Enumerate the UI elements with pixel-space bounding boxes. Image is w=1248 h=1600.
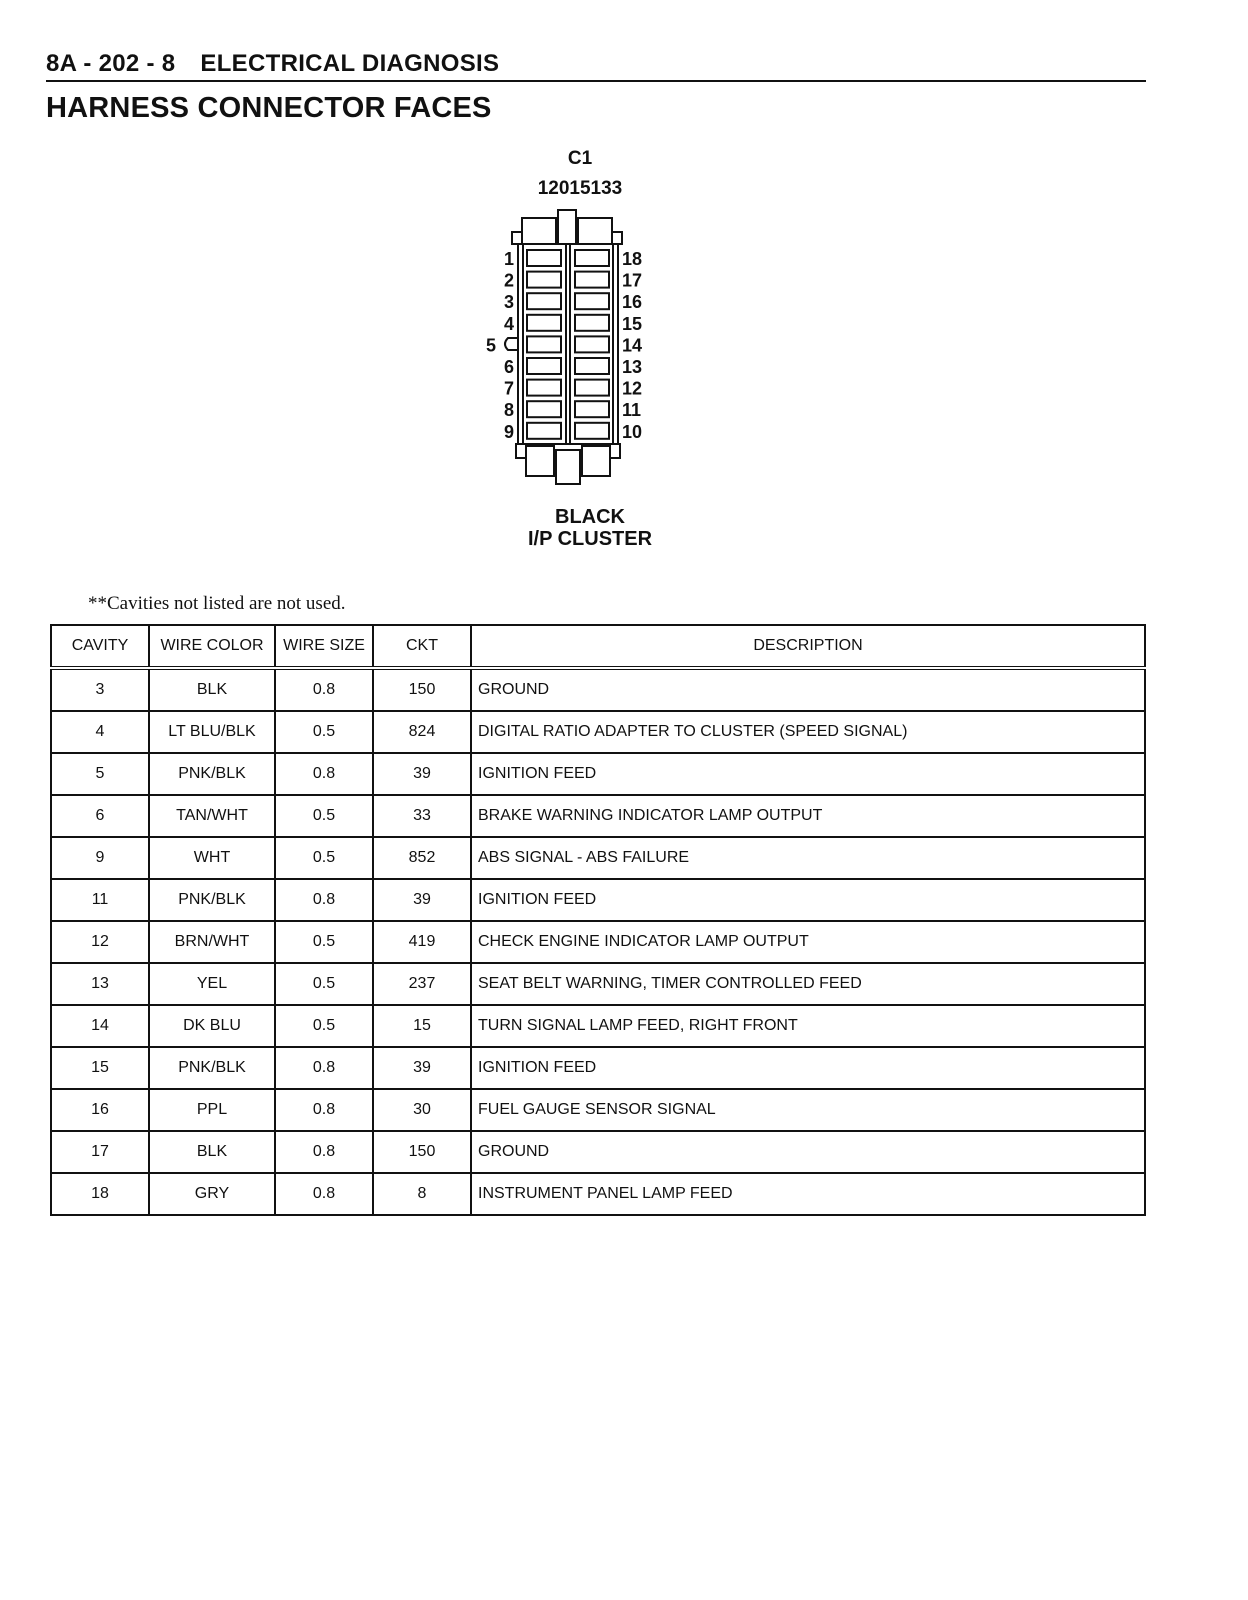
connector-location: I/P CLUSTER xyxy=(527,528,653,550)
cell-ckt: 237 xyxy=(373,963,471,1005)
pin-label: 14 xyxy=(622,335,643,356)
cell-description: GROUND xyxy=(471,1131,1145,1173)
cell-wire-size: 0.5 xyxy=(275,963,373,1005)
cell-wire-color: PNK/BLK xyxy=(149,879,275,921)
connector-color: BLACK xyxy=(555,506,625,528)
pin-label: 8 xyxy=(503,400,514,421)
cell-wire-size: 0.8 xyxy=(275,1173,373,1215)
top-latch-center xyxy=(558,210,576,244)
pin-label: 10 xyxy=(622,421,643,442)
bottom-latch-right xyxy=(582,446,610,476)
cell-cavity: 3 xyxy=(51,668,149,711)
cell-wire-size: 0.5 xyxy=(275,1005,373,1047)
cavity-cell xyxy=(575,272,609,288)
pin-label: 12 xyxy=(622,378,643,399)
pin-label: 5 xyxy=(485,335,496,356)
cell-ckt: 824 xyxy=(373,711,471,753)
page-title: HARNESS CONNECTOR FACES xyxy=(46,92,492,124)
cell-wire-size: 0.8 xyxy=(275,1131,373,1173)
cavity-cell xyxy=(575,336,609,352)
table-row xyxy=(51,921,1145,963)
pin-label: 1 xyxy=(503,249,514,269)
cell-description: TURN SIGNAL LAMP FEED, RIGHT FRONT xyxy=(471,1005,1145,1047)
page-number: 8A - 202 - 8 xyxy=(46,50,176,77)
pin-label: 2 xyxy=(503,270,514,291)
table-row xyxy=(51,1047,1145,1089)
cell-cavity: 14 xyxy=(51,1005,149,1047)
cavity-cell xyxy=(527,358,561,374)
cell-wire-size: 0.8 xyxy=(275,668,373,711)
cell-cavity: 4 xyxy=(51,711,149,753)
pin-label: 3 xyxy=(503,292,514,313)
cavity-cell xyxy=(527,336,561,352)
cavity-cell xyxy=(575,315,609,331)
cell-ckt: 8 xyxy=(373,1173,471,1215)
cell-wire-size: 0.8 xyxy=(275,753,373,795)
cell-wire-color: BLK xyxy=(149,1131,275,1173)
cell-wire-color: YEL xyxy=(149,963,275,1005)
connector-part-number: 12015133 xyxy=(537,178,623,199)
cavity-cell xyxy=(575,423,609,439)
cavity-cell xyxy=(575,380,609,396)
pin-label: 7 xyxy=(503,378,514,399)
table-row xyxy=(51,1089,1145,1131)
cavity-cell xyxy=(527,423,561,439)
cavity-cell xyxy=(527,401,561,417)
cell-ckt: 39 xyxy=(373,753,471,795)
cavity-cell xyxy=(527,250,561,266)
table-row xyxy=(51,1131,1145,1173)
cavity-cell xyxy=(575,401,609,417)
cell-cavity: 6 xyxy=(51,795,149,837)
table-row xyxy=(51,668,1145,711)
cell-wire-size: 0.8 xyxy=(275,1047,373,1089)
header-ckt: CKT xyxy=(373,625,471,668)
table-row xyxy=(51,1173,1145,1215)
cell-cavity: 11 xyxy=(51,879,149,921)
bottom-tab-left xyxy=(516,444,526,458)
cell-description: IGNITION FEED xyxy=(471,879,1145,921)
bottom-tab-right xyxy=(610,444,620,458)
cavity-cell xyxy=(575,358,609,374)
header-wire-size: WIRE SIZE xyxy=(275,625,373,668)
cell-description: IGNITION FEED xyxy=(471,1047,1145,1089)
table-row xyxy=(51,1005,1145,1047)
page-header xyxy=(46,50,1146,82)
cell-ckt: 33 xyxy=(373,795,471,837)
cell-description: DIGITAL RATIO ADAPTER TO CLUSTER (SPEED SIGNAL) xyxy=(471,711,1145,753)
cell-ckt: 852 xyxy=(373,837,471,879)
cell-description: GROUND xyxy=(471,668,1145,711)
cell-description: IGNITION FEED xyxy=(471,753,1145,795)
connector-name: C1 xyxy=(567,148,593,169)
cavity-cell xyxy=(527,293,561,309)
cell-ckt: 419 xyxy=(373,921,471,963)
cell-wire-size: 0.5 xyxy=(275,837,373,879)
cavity-cell xyxy=(527,315,561,331)
unused-cavities-note: **Cavities not listed are not used. xyxy=(88,593,346,614)
cell-description: INSTRUMENT PANEL LAMP FEED xyxy=(471,1173,1145,1215)
cell-cavity: 9 xyxy=(51,837,149,879)
pin-label: 4 xyxy=(503,313,514,334)
pin-label: 6 xyxy=(503,357,514,377)
cell-ckt: 39 xyxy=(373,1047,471,1089)
pin-label: 17 xyxy=(622,270,643,291)
cell-ckt: 150 xyxy=(373,1131,471,1173)
pin-label: 13 xyxy=(622,357,643,377)
top-tab-right xyxy=(612,232,622,244)
header-cavity: CAVITY xyxy=(51,625,149,668)
cell-description: ABS SIGNAL - ABS FAILURE xyxy=(471,837,1145,879)
key-notch xyxy=(505,338,518,350)
cell-ckt: 39 xyxy=(373,879,471,921)
table-row xyxy=(51,711,1145,753)
cell-description: FUEL GAUGE SENSOR SIGNAL xyxy=(471,1089,1145,1131)
cell-wire-size: 0.5 xyxy=(275,795,373,837)
cavity-cell xyxy=(575,293,609,309)
header-wire-color: WIRE COLOR xyxy=(149,625,275,668)
pin-label: 16 xyxy=(622,292,643,313)
pin-label: 18 xyxy=(622,249,643,269)
cell-ckt: 30 xyxy=(373,1089,471,1131)
cell-wire-size: 0.8 xyxy=(275,879,373,921)
cell-wire-size: 0.8 xyxy=(275,1089,373,1131)
cell-cavity: 15 xyxy=(51,1047,149,1089)
top-latch-left xyxy=(522,218,556,244)
top-tab-left xyxy=(512,232,522,244)
pin-label: 9 xyxy=(503,421,514,442)
bottom-latch-left xyxy=(526,446,554,476)
table-row xyxy=(51,753,1145,795)
header-description: DESCRIPTION xyxy=(471,625,1145,668)
connector-face-diagram xyxy=(485,210,670,490)
cell-description: SEAT BELT WARNING, TIMER CONTROLLED FEED xyxy=(471,963,1145,1005)
cell-wire-color: LT BLU/BLK xyxy=(149,711,275,753)
top-latch-right xyxy=(578,218,612,244)
cell-wire-color: PNK/BLK xyxy=(149,1047,275,1089)
cell-cavity: 17 xyxy=(51,1131,149,1173)
pin-label: 11 xyxy=(622,400,642,421)
cell-ckt: 15 xyxy=(373,1005,471,1047)
cell-wire-color: TAN/WHT xyxy=(149,795,275,837)
cell-wire-size: 0.5 xyxy=(275,711,373,753)
cavity-cell xyxy=(527,272,561,288)
connector-body xyxy=(518,244,618,444)
cell-cavity: 13 xyxy=(51,963,149,1005)
pin-label: 15 xyxy=(622,313,643,334)
cell-description: CHECK ENGINE INDICATOR LAMP OUTPUT xyxy=(471,921,1145,963)
cavity-cell xyxy=(575,250,609,266)
table-row xyxy=(51,795,1145,837)
bottom-latch-center xyxy=(556,450,580,484)
cell-cavity: 5 xyxy=(51,753,149,795)
cell-cavity: 18 xyxy=(51,1173,149,1215)
cell-description: BRAKE WARNING INDICATOR LAMP OUTPUT xyxy=(471,795,1145,837)
cell-wire-color: BLK xyxy=(149,668,275,711)
cell-cavity: 16 xyxy=(51,1089,149,1131)
cell-ckt: 150 xyxy=(373,668,471,711)
table-row xyxy=(51,837,1145,879)
cell-wire-color: GRY xyxy=(149,1173,275,1215)
cell-wire-color: PNK/BLK xyxy=(149,753,275,795)
section-name: ELECTRICAL DIAGNOSIS xyxy=(200,50,500,77)
cell-wire-color: BRN/WHT xyxy=(149,921,275,963)
cell-wire-color: WHT xyxy=(149,837,275,879)
cell-wire-color: DK BLU xyxy=(149,1005,275,1047)
cell-wire-size: 0.5 xyxy=(275,921,373,963)
cavity-table xyxy=(50,624,1146,1216)
cavity-cell xyxy=(527,380,561,396)
table-header-row xyxy=(51,625,1145,668)
cell-cavity: 12 xyxy=(51,921,149,963)
table-row xyxy=(51,879,1145,921)
cell-wire-color: PPL xyxy=(149,1089,275,1131)
table-row xyxy=(51,963,1145,1005)
